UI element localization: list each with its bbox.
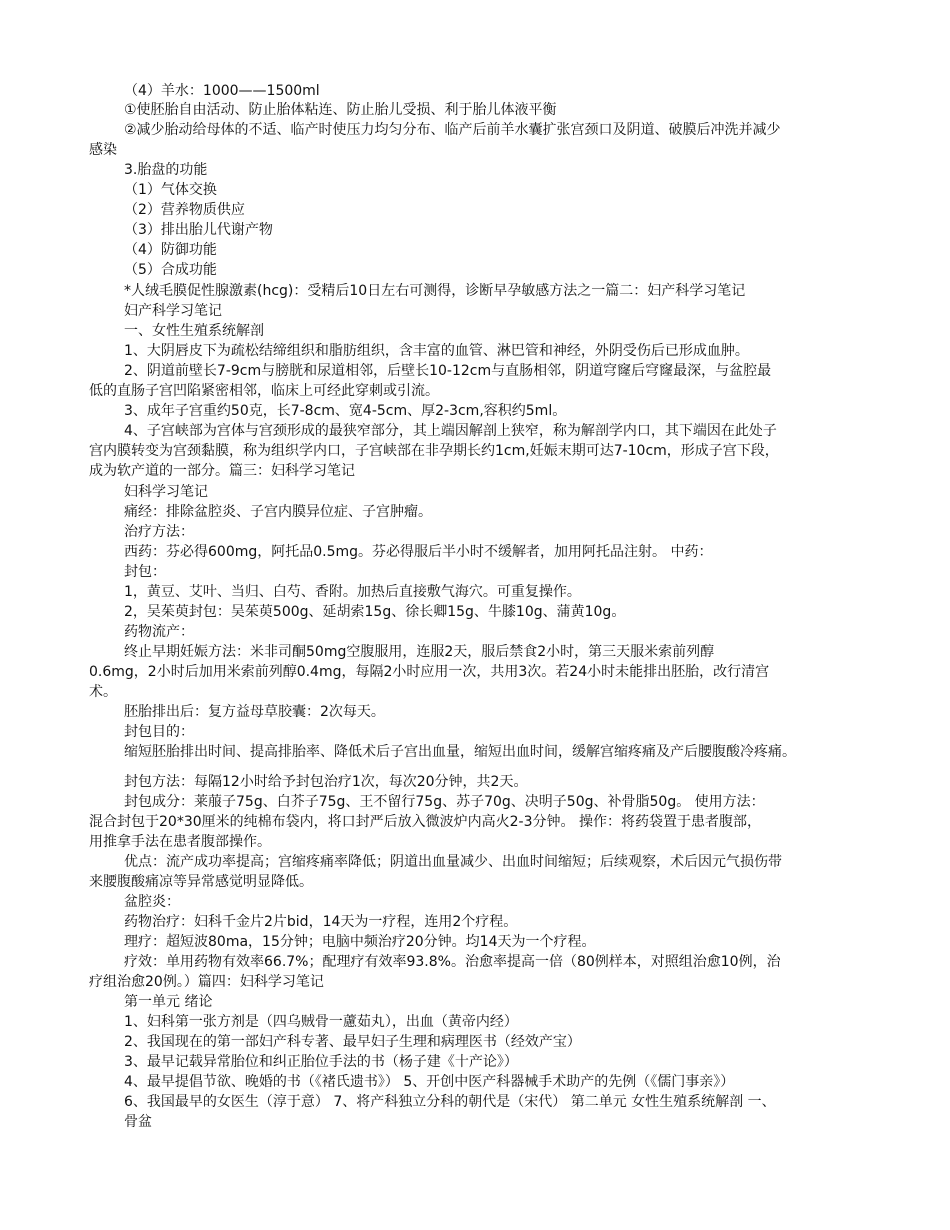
text-line: 成为软产道的一部分。篇三：妇科学习笔记: [89, 463, 355, 479]
text-line: 1、大阴唇皮下为疏松结缔组织和脂肪组织，含丰富的血管、淋巴管和神经，外阴受伤后已形成血肿。: [124, 343, 749, 359]
text-line: 感染: [89, 142, 117, 158]
text-line: 治疗方法：: [124, 524, 194, 540]
text-line: 疗效：单用药物有效率66.7%；配理疗有效率93.8%。治愈率提高一倍（80例样本，对照组治愈10例，治: [124, 954, 781, 970]
text-line: （5）合成功能: [124, 262, 217, 278]
text-line: 术。: [89, 684, 117, 700]
text-line: 妇产科学习笔记: [124, 303, 222, 319]
text-line: 2、阴道前壁长7-9cm与膀胱和尿道相邻，后壁长10-12cm与直肠相邻，阴道穹窿后穹窿最深，与盆腔最: [124, 363, 772, 379]
text-line: ①使胚胎自由活动、防止胎体粘连、防止胎儿受损、利于胎儿体液平衡: [124, 102, 557, 118]
text-line: 缩短胚胎排出时间、提高排胎率、降低术后子宫出血量，缩短出血时间，缓解宫缩疼痛及产后腰腹酸冷疼痛。: [124, 744, 796, 760]
text-line: 来腰腹酸痛凉等异常感觉明显降低。: [89, 874, 313, 890]
text-line: 骨盆: [124, 1114, 152, 1130]
text-line: 妇科学习笔记: [124, 484, 208, 500]
text-line: 6、我国最早的女医生（淳于意） 7、将产科独立分科的朝代是（宋代） 第二单元 女性生殖系统解剖 一、: [124, 1094, 776, 1110]
text-line: 3.胎盘的功能: [124, 162, 208, 178]
text-line: （1）气体交换: [124, 182, 217, 198]
text-line: 一、女性生殖系统解剖: [124, 323, 264, 339]
text-line: 封包：: [124, 564, 166, 580]
text-line: 1，黄豆、艾叶、当归、白芍、香附。加热后直接敷气海穴。可重复操作。: [124, 584, 581, 600]
text-line: 低的直肠子宫凹陷紧密相邻，临床上可经此穿刺或引流。: [89, 383, 439, 399]
text-line: 封包成分：莱菔子75g、白芥子75g、王不留行75g、苏子70g、决明子50g、补骨脂50g。 使用方法：: [124, 794, 765, 810]
text-line: （4）羊水：1000——1500ml: [124, 83, 320, 99]
text-line: 优点：流产成功率提高；宫缩疼痛率降低；阴道出血量减少、出血时间缩短；后续观察，术后因元气损伤带: [124, 854, 782, 870]
text-line: 胚胎排出后：复方益母草胶囊：2次每天。: [124, 704, 385, 720]
text-line: 第一单元 绪论: [124, 994, 213, 1010]
text-line: 2、我国现在的第一部妇产科专著、最早妇子生理和病理医书（经效产宝）: [124, 1034, 581, 1050]
text-line: 药物治疗：妇科千金片2片bid，14天为一疗程，连用2个疗程。: [124, 914, 518, 930]
text-line: 4、子宫峡部为宫体与宫颈形成的最狭窄部分，其上端因解剖上狭窄，称为解剖学内口，其下端因在此处子: [124, 423, 777, 439]
text-line: 3、最早记载异常胎位和纠正胎位手法的书（杨子建《十产论》）: [124, 1054, 518, 1070]
text-line: （4）防御功能: [124, 242, 217, 258]
text-line: 痛经：排除盆腔炎、子宫内膜异位症、子宫肿瘤。: [124, 504, 432, 520]
text-line: 宫内膜转变为宫颈黏膜，称为组织学内口，子宫峡部在非孕期长约1cm,妊娠末期可达7-10cm，形成子宫下段，: [89, 443, 779, 459]
text-line: 封包目的：: [124, 724, 194, 740]
text-line: 药物流产：: [124, 624, 194, 640]
text-line: 3、成年子宫重约50克，长7-8cm、宽4-5cm、厚2-3cm,容积约5ml。: [124, 403, 567, 419]
text-line: 用推拿手法在患者腹部操作。: [89, 834, 271, 850]
text-line: ②减少胎动给母体的不适、临产时使压力均匀分布、临产后前羊水囊扩张宫颈口及阴道、破膜后冲洗并减少: [124, 122, 781, 138]
text-line: 4、最早提倡节欲、晚婚的书（《褚氏遗书》） 5、开创中医产科器械手术助产的先例（《儒门事亲》）: [124, 1074, 735, 1090]
text-line: 1、妇科第一张方剂是（四乌贼骨一藘茹丸），出血（黄帝内经）: [124, 1014, 518, 1030]
text-line: 0.6mg，2小时后加用米索前列醇0.4mg，每隔2小时应用一次，共用3次。若24小时未能排出胚胎，改行清宫: [89, 664, 770, 680]
text-line: 封包方法：每隔12小时给予封包治疗1次，每次20分钟，共2天。: [124, 774, 528, 790]
text-line: 西药：芬必得600mg，阿托品0.5mg。芬必得服后半小时不缓解者，加用阿托品注射。 中药：: [124, 544, 713, 560]
text-line: 盆腔炎：: [124, 894, 180, 910]
text-line: 理疗：超短波80ma，15分钟；电脑中频治疗20分钟。均14天为一个疗程。: [124, 934, 596, 950]
text-line: 终止早期妊娠方法：米非司酮50mg空腹服用，连服2天，服后禁食2小时，第三天服米索前列醇: [124, 644, 715, 660]
text-line: （3）排出胎儿代谢产物: [124, 222, 273, 238]
text-line: 疗组治愈20例。）篇四：妇科学习笔记: [89, 974, 324, 990]
text-line: *人绒毛膜促性腺激素(hcg)：受精后10日左右可测得，诊断早孕敏感方法之一篇二：妇产科学习笔记: [124, 283, 746, 299]
text-line: 2，吴茱萸封包：吴茱萸500g、延胡索15g、徐长卿15g、牛膝10g、蒲黄10g。: [124, 604, 626, 620]
text-line: 混合封包于20*30厘米的纯棉布袋内，将口封严后放入微波炉内高火2-3分钟。 操作：将药袋置于患者腹部，: [89, 814, 761, 830]
text-line: （2）营养物质供应: [124, 202, 245, 218]
